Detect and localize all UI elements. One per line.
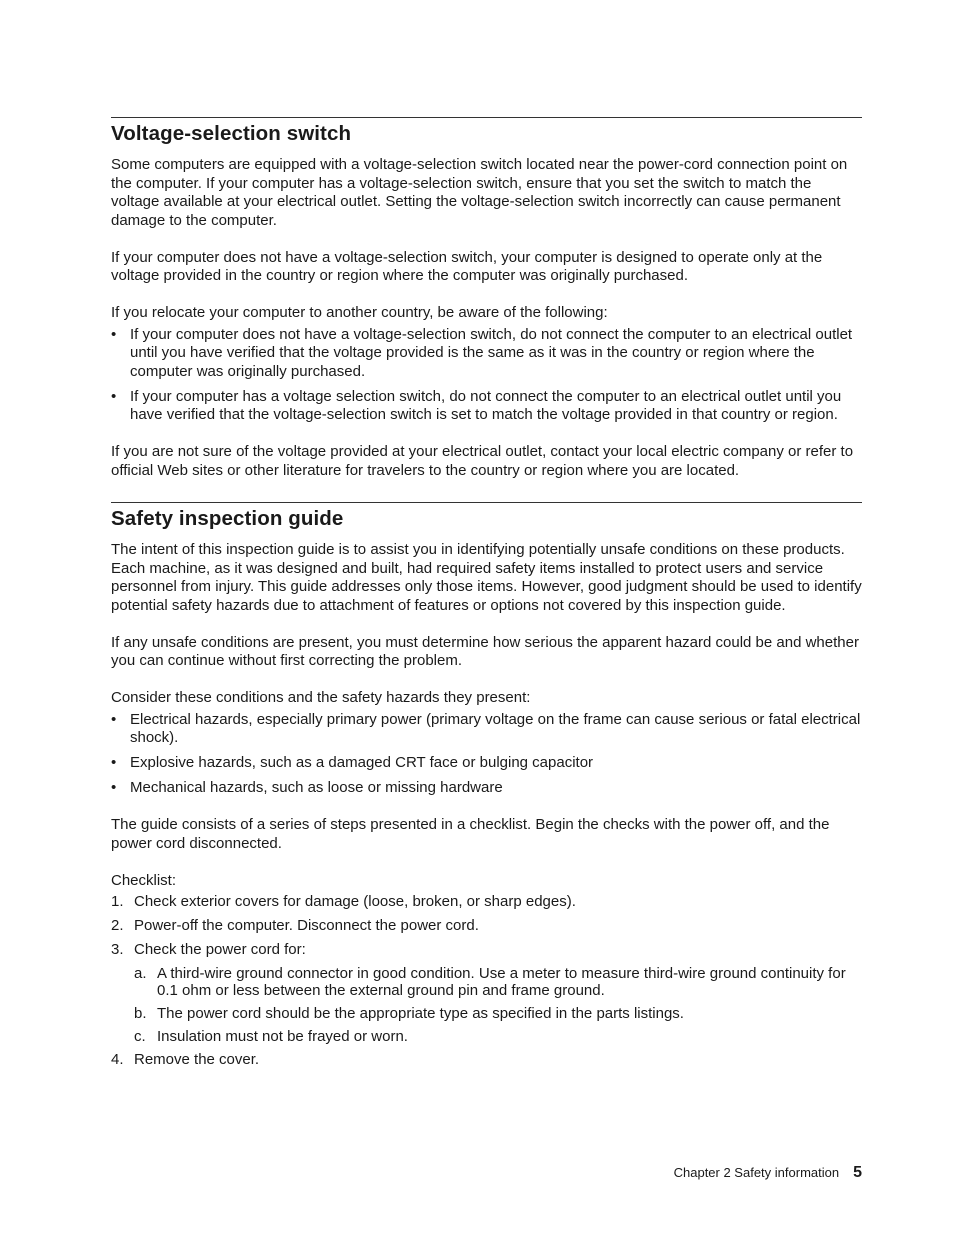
checklist-step <box>111 941 862 1045</box>
sub-step-text: Insulation must not be frayed or worn. <box>157 1028 408 1045</box>
step-number: 3. <box>111 941 124 958</box>
list-item <box>111 711 862 748</box>
sub-step-text: A third-wire ground connector in good condition. Use a meter to measure third-wire ground continuity for 0.1 ohm or less between the external ground pin and frame ground. <box>157 965 846 999</box>
paragraph: Consider these conditions and the safety hazards they present: <box>111 689 531 706</box>
page-number: 5 <box>853 1164 862 1181</box>
bullet-glyph: • <box>111 325 117 343</box>
section-heading: Voltage-selection switch <box>111 122 352 145</box>
step-number: 1. <box>111 893 124 910</box>
step-text: Power-off the computer. Disconnect the power cord. <box>134 917 479 934</box>
list-item-text: Explosive hazards, such as a damaged CRT face or bulging capacitor <box>130 754 594 771</box>
bullet-glyph: • <box>111 779 117 796</box>
paragraph: The guide consists of a series of steps presented in a checklist. Begin the checks with the power off, and the power cord disconnected. <box>111 816 830 852</box>
sub-step <box>134 965 862 999</box>
step-text: Check exterior covers for damage (loose, broken, or sharp edges). <box>134 893 576 910</box>
sub-checklist <box>134 965 862 1045</box>
list-item <box>111 326 862 382</box>
sub-step-text: The power cord should be the appropriate type as specified in the parts listings. <box>157 1005 684 1022</box>
list-item <box>111 388 862 425</box>
list-item-text: If your computer has a voltage selection switch, do not connect the computer to an electrical outlet until you have verified that the voltage-selection switch is set to match the voltage provided in that country or region. <box>130 387 842 423</box>
step-text: Remove the cover. <box>134 1050 260 1068</box>
bullet-glyph: • <box>111 710 117 728</box>
bullet-list <box>111 326 862 425</box>
paragraph: The intent of this inspection guide is to assist you in identifying potentially unsafe conditions on these products. Each machine, as it was designed and built, had required safety items installed to protect users and service personnel from injury. This guide addresses only those items. However, good judgment should be used to identify potential safety hazards due to attachment of features or options not covered by this inspection guide. <box>111 541 862 614</box>
bullet-glyph: • <box>111 387 117 405</box>
list-item <box>111 779 862 798</box>
list-item <box>111 754 862 773</box>
checklist-step <box>111 893 862 912</box>
checklist-step <box>111 917 862 936</box>
bullet-glyph: • <box>111 754 117 771</box>
paragraph: If you are not sure of the voltage provided at your electrical outlet, contact your local electric company or refer to official Web sites or other literature for travelers to the country or region where you are located. <box>111 443 854 479</box>
step-text: Check the power cord for: <box>134 941 306 958</box>
step-number: 2. <box>111 917 124 934</box>
sub-step-letter: a. <box>134 965 147 982</box>
footer-chapter-title: Chapter 2 Safety information <box>673 1165 840 1180</box>
section-voltage-selection-switch <box>111 117 862 480</box>
sub-step <box>134 1028 862 1045</box>
section-heading: Safety inspection guide <box>111 507 344 530</box>
step-number: 4. <box>111 1050 124 1068</box>
paragraph: Some computers are equipped with a voltage-selection switch located near the power-cord connection point on the computer. If your computer has a voltage-selection switch, ensure that you set the switch to match the voltage available at your electrical outlet. Setting the voltage-selection switch incorrectly can cause permanent damage to the computer. <box>111 156 848 229</box>
checklist <box>111 893 862 1069</box>
list-item-text: Electrical hazards, especially primary power (primary voltage on the frame can cause serious or fatal electrical shock). <box>130 710 861 746</box>
page-footer <box>674 1163 862 1183</box>
bullet-list <box>111 711 862 798</box>
paragraph: If your computer does not have a voltage-selection switch, your computer is designed to operate only at the voltage provided in the country or region where the computer was originally purchased. <box>111 248 823 284</box>
paragraph: If you relocate your computer to another country, be aware of the following: <box>111 304 608 321</box>
sub-step-letter: b. <box>134 1005 147 1022</box>
list-item-text: Mechanical hazards, such as loose or missing hardware <box>130 779 503 796</box>
checklist-label: Checklist: <box>111 871 177 889</box>
section-safety-inspection-guide <box>111 502 862 1069</box>
checklist-step <box>111 1051 862 1070</box>
sub-step-letter: c. <box>134 1028 146 1045</box>
list-item-text: If your computer does not have a voltage-selection switch, do not connect the computer to an electrical outlet until you have verified that the voltage provided is the same as it was in the country or region where the computer was originally purchased. <box>130 325 853 380</box>
sub-step <box>134 1005 862 1022</box>
paragraph: If any unsafe conditions are present, you must determine how serious the apparent hazard could be and whether you can continue without first correcting the problem. <box>111 633 859 669</box>
document-page <box>111 117 862 1075</box>
